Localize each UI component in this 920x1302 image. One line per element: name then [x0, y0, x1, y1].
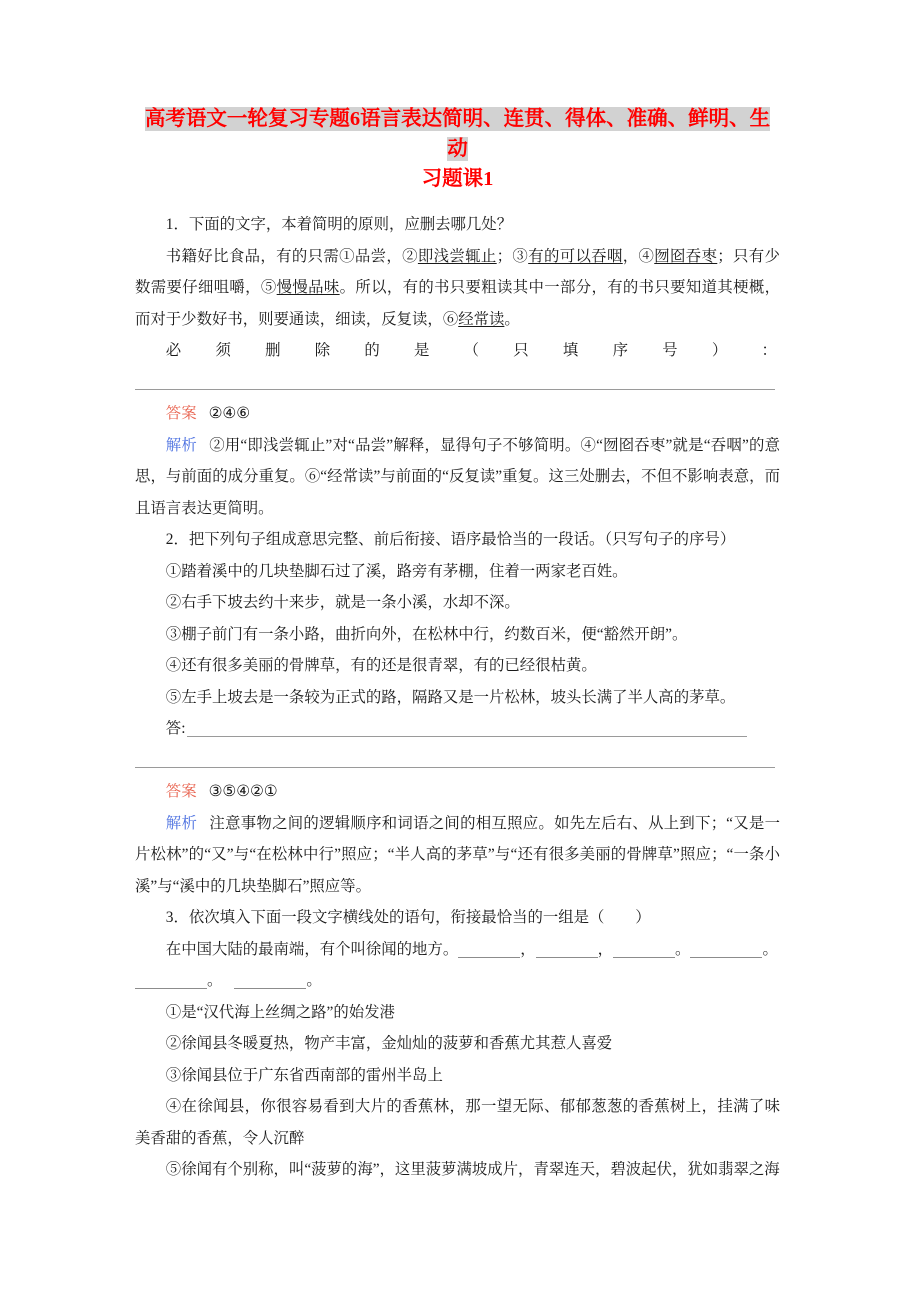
instruction-char-8: 填: [562, 342, 579, 359]
answer-value: ③⑤④②①: [208, 783, 278, 800]
question-3-option-4: ④在徐闻县，你很容易看到大片的香蕉林，那一望无际、郁郁葱葱的香蕉树上，挂满了味美香甜的香蕉，令人沉醉: [135, 1098, 780, 1147]
question-3-lead: [135, 934, 780, 966]
blank-punct-1: ，: [520, 940, 536, 958]
document-body: [135, 209, 780, 1186]
question-2-answer: [135, 776, 780, 808]
question-3-option-2: ②徐闻县冬暖夏热，物产丰富，金灿灿的菠萝和香蕉尤其惹人喜爱: [165, 1035, 613, 1052]
instruction-char-4: 的: [364, 342, 380, 359]
blank-punct-3: 。: [675, 940, 691, 958]
blank-punct-4: 。: [762, 940, 778, 958]
passage-underline-5: 经常读: [458, 310, 505, 328]
question-3-option-5: ⑤徐闻有个别称，叫“菠萝的海”，这里菠萝满坡成片，青翠连天，碧波起伏，犹如翡翠之海: [165, 1161, 780, 1178]
question-1-instruction-line: [135, 335, 780, 367]
question-1-answer: [135, 398, 780, 430]
page-title-line-2-wrap: [135, 164, 780, 195]
passage-part-3: ，④: [622, 247, 655, 265]
blank-punct-6: 。: [306, 972, 322, 989]
instruction-char-6: （: [463, 342, 480, 359]
fill-blank-2[interactable]: [536, 957, 598, 958]
instruction-char-11: ）: [711, 342, 728, 359]
fill-blank-5[interactable]: [135, 988, 207, 989]
question-3-option-1: ①是“汉代海上丝绸之路”的始发港: [165, 1003, 395, 1021]
instruction-char-0: 必: [165, 342, 182, 359]
passage-part-2: ；③: [496, 247, 529, 265]
question-2-option-2: ②右手下坡去约十来步，就是一条小溪，水却不深。: [165, 594, 520, 611]
question-1-analysis: [135, 430, 780, 525]
question-1-stem: 1．下面的文字，本着简明的原则，应删去哪几处？: [165, 216, 513, 233]
question-2-stem: 2．把下列句子组成意思完整、前后衔接、语序最恰当的一段话。（只写句子的序号）: [165, 531, 736, 548]
question-3-lead-text: 在中国大陆的最南端，有个叫徐闻的地方。: [165, 940, 459, 958]
passage-underline-4: 慢慢品味: [276, 279, 340, 296]
blank-punct-5: 。: [207, 972, 223, 989]
analysis-label: 解析: [165, 814, 198, 832]
passage-underline-2: 有的可以吞咽: [528, 247, 623, 265]
question-2-answer-rule[interactable]: [135, 745, 780, 777]
passage-part-6: 。: [504, 310, 520, 328]
answer-write-in-rule[interactable]: [187, 736, 747, 737]
blank-punct-2: ，: [597, 940, 614, 958]
question-2-option-1: ①踏着溪中的几块垫脚石过了溪，路旁有茅棚，住着一两家老百姓。: [165, 562, 628, 580]
passage-part-1: 书籍好比食品，有的只需①品尝，②: [165, 247, 418, 265]
answer-label: 答案: [165, 783, 197, 800]
analysis-text: 注意事物之间的逻辑顺序和词语之间的相互照应。如先左后右、从上到下；“又是一片松林”的“又”与“在松林中行”照应；“半人高的茅草”与“还有很多美丽的骨牌草”照应；“一条小溪”与“溪中的几块垫脚石”照应等。: [135, 814, 780, 895]
answer-prompt-label: 答:: [165, 720, 186, 737]
analysis-text: ②用“即浅尝辄止”对“品尝”解释，显得句子不够简明。④“囫囵吞枣”就是“吞咽”的意思，与前面的成分重复。⑥“经常读”与前面的“反复读”重复。这三处删去，不但不影响表意，而且语言表达更简明。: [135, 436, 780, 517]
instruction-char-9: 序: [612, 342, 628, 359]
passage-part-4: ；只有少数需要仔细咀嚼，⑤: [135, 247, 780, 296]
fill-blank-1[interactable]: [458, 957, 520, 958]
passage-part-5: 。所以，有的书只要粗读其中一部分，有的书只要知道其梗概，而对于少数好书，则要通读，细读，反复读，⑥: [135, 279, 780, 328]
page-title: [135, 104, 780, 164]
instruction-char-2: 删: [265, 342, 281, 359]
question-1-passage: [135, 241, 780, 336]
instruction-char-12: ：: [761, 342, 777, 359]
fill-blank-4[interactable]: [690, 957, 762, 958]
question-2-answer-prompt: [135, 713, 780, 745]
instruction-char-1: 须: [215, 342, 231, 359]
question-2-option-5: ⑤左手上坡去是一条较为正式的路，隔路又是一片松林，坡头长满了半人高的茅草。: [165, 688, 736, 706]
instruction-char-3: 除: [314, 342, 331, 359]
instruction-char-5: 是: [414, 342, 430, 359]
fill-blank-3[interactable]: [613, 957, 675, 958]
question-2-option-3: ③棚子前门有一条小路，曲折向外，在松林中行，约数百米，便“豁然开朗”。: [165, 625, 688, 643]
question-1-answer-rule[interactable]: [135, 367, 780, 399]
question-3-stem: 3．依次填入下面一段文字横线处的语句，衔接最恰当的一组是（ ）: [165, 909, 651, 926]
question-3-option-3: ③徐闻县位于广东省西南部的雷州半岛上: [165, 1066, 443, 1084]
analysis-label: 解析: [165, 436, 197, 454]
question-2-option-4: ④还有很多美丽的骨牌草，有的还是很青翠，有的已经很枯黄。: [165, 657, 597, 674]
passage-underline-1: 即浅尝辄止: [417, 247, 497, 265]
question-2-analysis: [135, 808, 780, 903]
question-3-blanks-line-2: [135, 965, 780, 997]
answer-label: 答案: [165, 405, 197, 422]
fill-blank-6[interactable]: [234, 988, 306, 989]
answer-value: ②④⑥: [208, 405, 250, 422]
passage-underline-3: 囫囵吞枣: [654, 247, 718, 265]
instruction-char-7: 只: [513, 342, 529, 359]
page-title-line-1: 高考语文一轮复习专题6语言表达简明、连贯、得体、准确、鲜明、生动: [144, 108, 771, 160]
document-page: [135, 0, 780, 1302]
page-title-line-2: 习题课1: [421, 168, 494, 190]
instruction-char-10: 号: [662, 342, 678, 359]
